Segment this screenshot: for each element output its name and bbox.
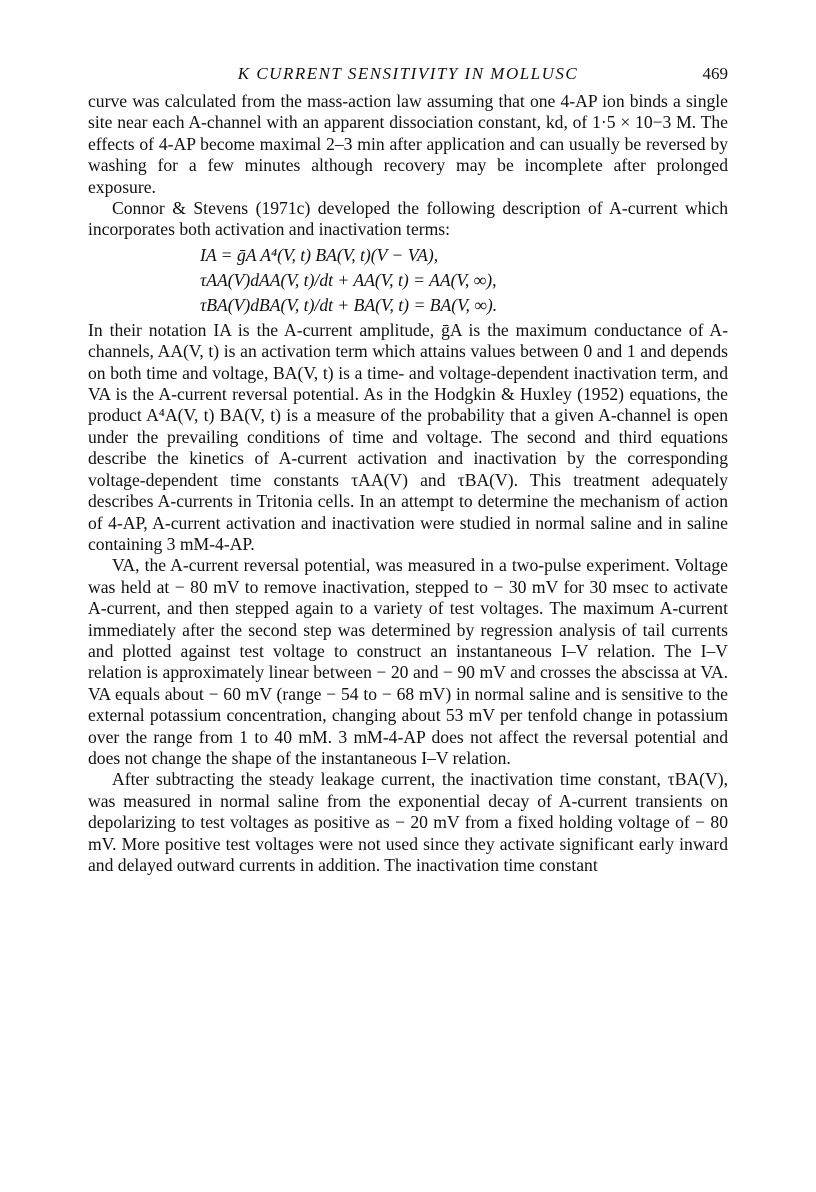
running-title: K CURRENT SENSITIVITY IN MOLLUSC xyxy=(237,64,579,83)
paragraph-2: Connor & Stevens (1971c) developed the following description of A-current which incorporates both activation and inactivation terms: xyxy=(88,198,728,240)
paragraph-5: After subtracting the steady leakage current, the inactivation time constant, τBA(V), was measured in normal saline from the exponential decay of A-current transients on depolarizing to test voltages as positive as − 20 mV from a fixed holding voltage of − 80 mV. More positive test voltages were not used since they activate significant early inward and delayed outward currents in addition. The inactivation time constant xyxy=(88,769,728,875)
equation-2: τAA(V)dAA(V, t)/dt + AA(V, t) = AA(V, ∞), xyxy=(200,269,497,290)
paragraph-4: VA, the A-current reversal potential, was measured in a two-pulse experiment. Voltage was held at − 80 mV to remove inactivation, stepped to − 30 mV for 30 msec to activate A-current, and then stepped again to a variety of test voltages. The maximum A-current immediately after the second step was determined by regression analysis of tail currents and plotted against test voltage to construct an instantaneous I–V relation. The I–V relation is approximately linear between − 20 and − 90 mV and crosses the abscissa at VA. VA equals about − 60 mV (range − 54 to − 68 mV) in normal saline and is sensitive to the external potassium concentration, changing about 53 mV per tenfold change in potassium over the range from 1 to 40 mM. 3 mM-4-AP does not affect the reversal potential and does not change the shape of the instantaneous I–V relation. xyxy=(88,555,728,768)
equation-block xyxy=(200,243,728,318)
page-number: 469 xyxy=(702,64,728,83)
paragraph-3: In their notation IA is the A-current amplitude, ḡA is the maximum conductance of A-channels, AA(V, t) is an activation term which attains values between 0 and 1 and depends on both time and voltage, BA(V, t) is a time- and voltage-dependent inactivation term, and VA is the A-current reversal potential. As in the Hodgkin & Huxley (1952) equations, the product A⁴A(V, t) BA(V, t) is a measure of the probability that a given A-channel is open under the prevailing conditions of time and voltage. The second and third equations describe the kinetics of A-current activation and inactivation by the corresponding voltage-dependent time constants τAA(V) and τBA(V). This treatment adequately describes A-currents in Tritonia cells. In an attempt to determine the mechanism of action of 4-AP, A-current activation and inactivation were studied in normal saline and in saline containing 3 mM-4-AP. xyxy=(88,319,728,554)
page-header xyxy=(88,64,728,88)
equation-1: IA = ḡA A⁴(V, t) BA(V, t)(V − VA), xyxy=(200,244,439,265)
paragraph-1: curve was calculated from the mass-action law assuming that one 4-AP ion binds a single site near each A-channel with an apparent dissociation constant, kd, of 1·5 × 10−3 M. The effects of 4-AP become maximal 2–3 min after application and can usually be reversed by washing for a few minutes although recovery may be incomplete after prolonged exposure. xyxy=(88,91,728,197)
article-body xyxy=(88,91,728,876)
equation-3: τBA(V)dBA(V, t)/dt + BA(V, t) = BA(V, ∞). xyxy=(200,294,498,315)
